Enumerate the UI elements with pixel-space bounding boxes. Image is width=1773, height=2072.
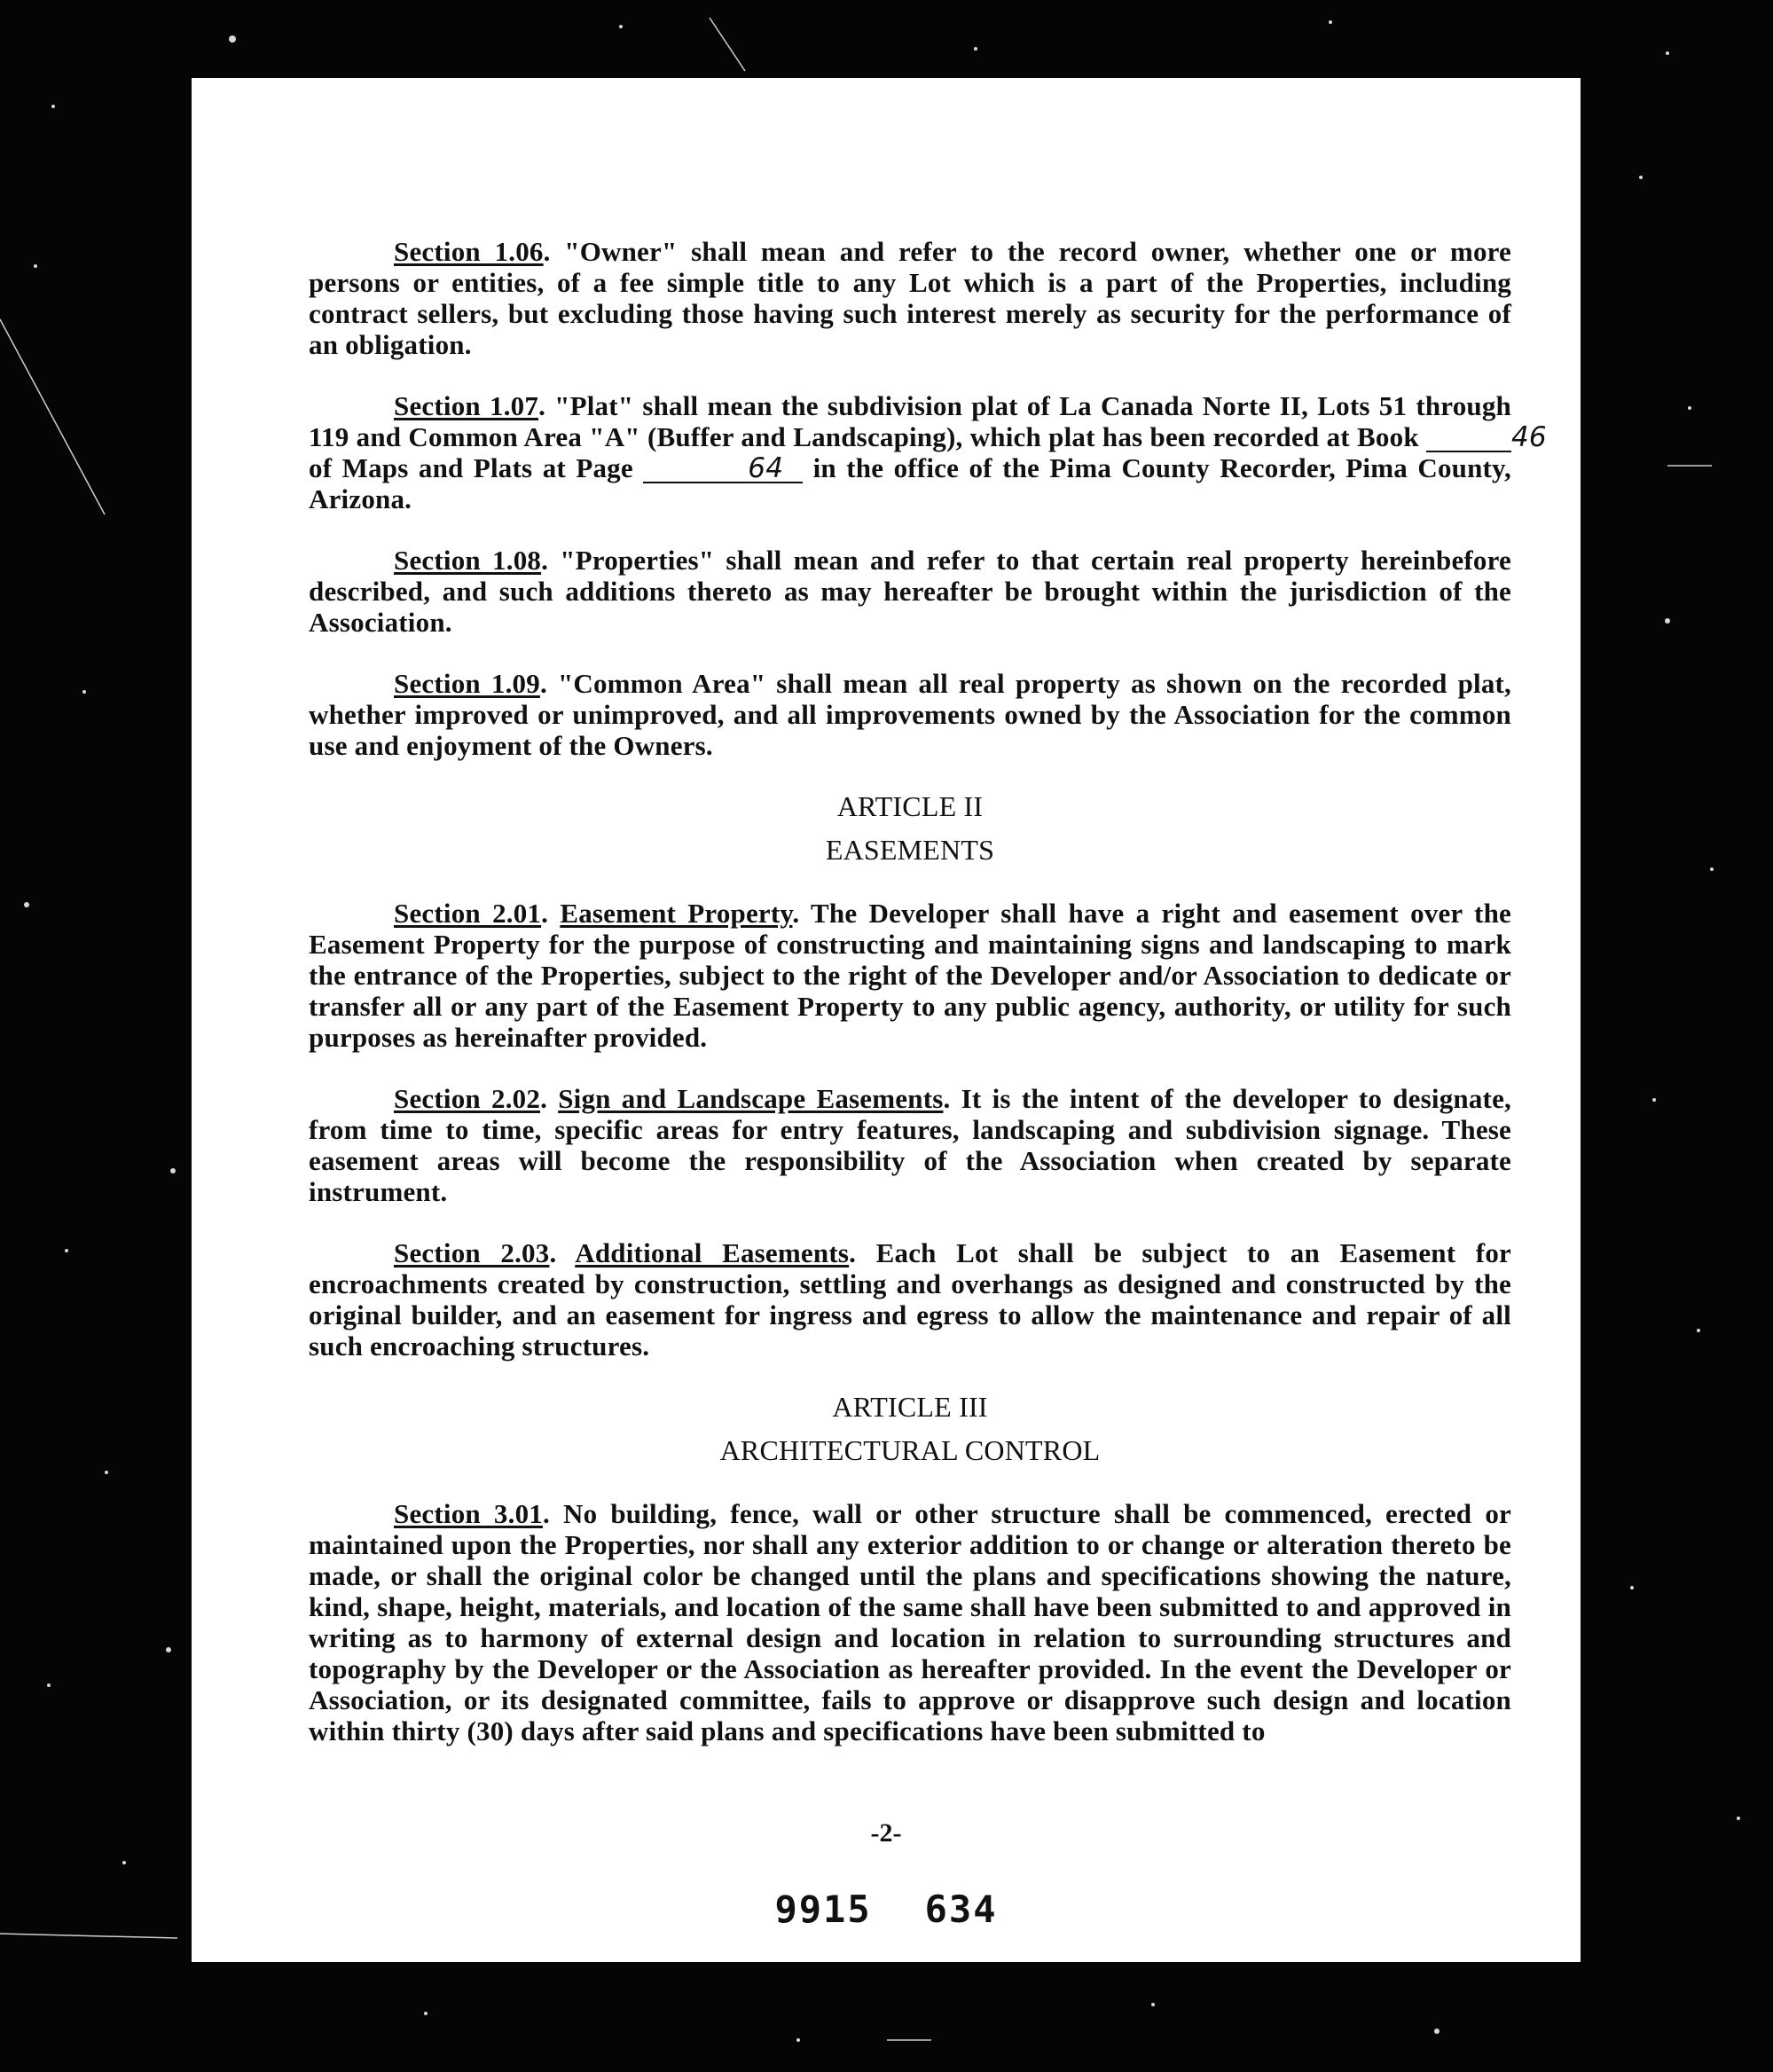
document-body: [309, 236, 1547, 1777]
article-2-heading: [309, 791, 1511, 866]
document-page: [192, 78, 1581, 1962]
paragraph-section-1-07: [309, 390, 1547, 514]
section-number: Section 2.01: [394, 898, 542, 929]
paragraph-section-1-06: [309, 236, 1511, 360]
paragraph-section-3-01: [309, 1498, 1511, 1746]
docket-number: 9915: [774, 1888, 872, 1931]
article-title: ARCHITECTURAL CONTROL: [719, 1434, 1101, 1466]
section-text: . "Plat" shall mean the subdivision plat of La Canada Norte II, Lots 51 through 119 and Common Area "A" (Buffer and Landscaping), which plat has been recorded at Book: [309, 390, 1511, 452]
article-number: ARTICLE II: [836, 790, 984, 822]
section-heading: Sign and Landscape Easements: [558, 1083, 944, 1114]
paragraph-section-2-01: Section 2.01. Easement Property. The Developer shall have a right and easement over the Easement Property for the purpose of constructing and maintaining signs and landscaping to mark the entrance of the Properties, subject to the right of the Developer and/or Association to dedicate or transfer all or any part of the Easement Property to any public agency, authority, or utility for such purposes as hereinafter provided.: [309, 898, 1511, 1053]
page-number: -2-: [870, 1818, 902, 1848]
section-text: . "Common Area" shall mean all real property as shown on the recorded plat, whether improved or unimproved, and all improvements owned by the Association for the common use and enjoyment of the Owners.: [309, 668, 1511, 761]
book-number-field: 46: [1426, 424, 1511, 452]
paragraph-section-1-09: [309, 668, 1511, 761]
section-number: Section 1.08: [394, 545, 542, 576]
section-number: Section 2.02: [394, 1083, 541, 1114]
docket-page: 634: [924, 1888, 998, 1931]
section-heading: Additional Easements: [575, 1237, 850, 1268]
paragraph-section-1-08: [309, 545, 1511, 638]
section-number: Section 2.03: [394, 1237, 550, 1268]
article-number: ARTICLE III: [832, 1391, 988, 1423]
page-number-field: 64: [643, 455, 803, 483]
section-number: Section 1.07: [394, 390, 539, 421]
section-text: in the office of the Pima County Recorder, Pima County, Arizona.: [309, 452, 1511, 514]
section-text: . The Developer shall have a right and easement over the Easement Property for the purpose of constructing and maintaining signs and landscaping to mark the entrance of the Properties, subject to the right of the Developer and/or Association to dedicate or transfer all or any part of the Easement Property to any public agency, authority, or utility for such purposes as hereinafter provided.: [309, 898, 1511, 1053]
paragraph-section-2-03: Section 2.03. Additional Easements. Each Lot shall be subject to an Easement for encroachments created by construction, settling and overhangs as designed and constructed by the original builder, and an easement for ingress and egress to allow the maintenance and repair of all such encroaching structures.: [309, 1237, 1511, 1362]
section-number: Section 1.06: [394, 236, 544, 267]
section-text: . Each Lot shall be subject to an Easement for encroachments created by construction, settling and overhangs as designed and constructed by the original builder, and an easement for ingress and egress to allow the maintenance and repair of all such encroaching structures.: [309, 1237, 1511, 1362]
section-number: Section 3.01: [394, 1498, 543, 1529]
article-3-heading: [309, 1392, 1511, 1466]
section-text: . "Properties" shall mean and refer to that certain real property hereinbefore described, and such additions thereto as may hereafter be brought within the jurisdiction of the Association.: [309, 545, 1511, 638]
section-text: . It is the intent of the developer to designate, from time to time, specific areas for entry features, landscaping and subdivision signage. These easement areas will become the responsibility of the Association when created by separate instrument.: [309, 1083, 1511, 1207]
recording-stamp: [192, 1888, 1581, 1931]
section-number: Section 1.09: [394, 668, 540, 699]
article-title: EASEMENTS: [825, 834, 995, 866]
section-text: . No building, fence, wall or other structure shall be commenced, erected or maintained upon the Properties, nor shall any exterior addition to or change or alteration thereto be made, or shall the original color be changed until the plans and specifications showing the nature, kind, shape, height, materials, and location of the same shall have been submitted to and approved in writing as to harmony of external design and location in relation to surrounding structures and topography by the Developer or the Association as hereafter provided. In the event the Developer or Association, or its designated committee, fails to approve or disapprove such design and location within thirty (30) days after said plans and specifications have been submitted to: [309, 1498, 1511, 1746]
section-heading: Easement Property: [560, 898, 793, 929]
section-text: of Maps and Plats at Page: [309, 452, 644, 483]
paragraph-section-2-02: Section 2.02. Sign and Landscape Easements. It is the intent of the developer to designate, from time to time, specific areas for entry features, landscaping and subdivision signage. These easement areas will become the responsibility of the Association when created by separate instrument.: [309, 1083, 1511, 1207]
section-text: . "Owner" shall mean and refer to the record owner, whether one or more persons or entities, of a fee simple title to any Lot which is a part of the Properties, including contract sellers, but excluding those having such interest merely as security for the performance of an obligation.: [309, 236, 1511, 360]
